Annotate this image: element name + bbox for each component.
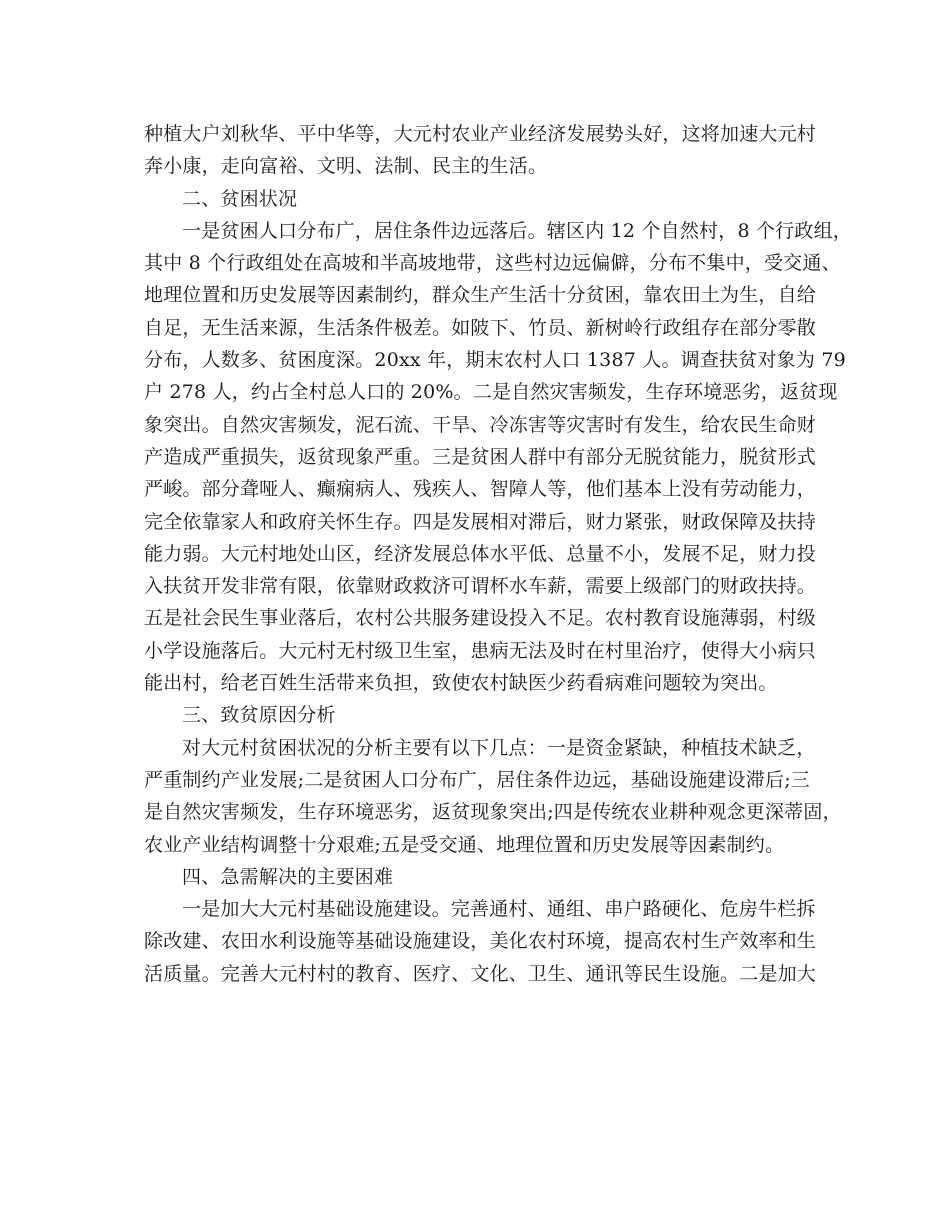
- document-body: [144, 118, 852, 990]
- text-line: 地理位置和历史发展等因素制约，群众生产生活十分贫困，靠农田土为生，自给: [144, 284, 817, 307]
- text-line: 种植大户刘秋华、平中华等，大元村农业产业经济发展势头好，这将加速大元村: [144, 123, 817, 145]
- text-line: 三、致贫原因分析: [182, 704, 336, 727]
- text-line: 户 278 人，约占全村总人口的 20%。二是自然灾害频发，生存环境恶劣，返贫现: [144, 381, 838, 404]
- text-line: 产造成严重损失，返贫现象严重。三是贫困人群中有部分无脱贫能力，脱贫形式: [144, 445, 817, 468]
- text-line: 小学设施落后。大元村无村级卫生室，患病无法及时在村里治疗，使得大小病只: [144, 639, 817, 662]
- text-line: 二、贫困状况: [182, 187, 298, 210]
- text-line: 五是社会民生事业落后，农村公共服务建设投入不足。农村教育设施薄弱，村级: [144, 607, 817, 630]
- text-line: 除改建、农田水利设施等基础设施建设，美化农村环境，提高农村生产效率和生: [144, 930, 817, 953]
- text-line: 象突出。自然灾害频发，泥石流、干旱、冷冻害等灾害时有发生，给农民生命财: [144, 413, 817, 436]
- text-line: 是自然灾害频发，生存环境恶劣，返贫现象突出;四是传统农业耕种观念更深蒂固，: [144, 801, 842, 824]
- text-line: 能力弱。大元村地处山区，经济发展总体水平低、总量不小，发展不足，财力投: [144, 542, 817, 565]
- text-line: 对大元村贫困状况的分析主要有以下几点：一是资金紧缺，种植技术缺乏，: [182, 736, 816, 759]
- text-line: 严重制约产业发展;二是贫困人口分布广，居住条件边远，基础设施建设滞后;三: [144, 768, 811, 791]
- text-line: 完全依靠家人和政府关怀生存。四是发展相对滞后，财力紧张，财政保障及扶持: [144, 510, 817, 533]
- text-line: 自足，无生活来源，生活条件极差。如陂下、竹员、新树岭行政组存在部分零散: [144, 316, 817, 339]
- text-line: 一是加大大元村基础设施建设。完善通村、通组、串户路硬化、危房牛栏拆: [182, 898, 816, 921]
- text-line: 入扶贫开发非常有限，依靠财政救济可谓杯水车薪，需要上级部门的财政扶持。: [144, 575, 817, 598]
- text-line: 能出村，给老百姓生活带来负担，致使农村缺医少药看病难问题较为突出。: [144, 672, 778, 695]
- text-line: 四、急需解决的主要困难: [182, 865, 394, 888]
- text-line: 农业产业结构调整十分艰难;五是受交通、地理位置和历史发展等因素制约。: [144, 833, 785, 856]
- text-line: 一是贫困人口分布广，居住条件边远落后。辖区内 12 个自然村，8 个行政组，: [182, 219, 852, 242]
- text-line: 分布，人数多、贫困度深。20xx 年，期末农村人口 1387 人。调查扶贫对象为 79: [144, 349, 846, 372]
- text-line: 其中 8 个行政组处在高坡和半高坡地带，这些村边远偏僻，分布不集中，受交通、: [144, 252, 841, 275]
- text-line: 活质量。完善大元村村的教育、医疗、文化、卫生、通讯等民生设施。二是加大: [144, 962, 817, 985]
- text-line: 奔小康，走向富裕、文明、法制、民主的生活。: [144, 155, 548, 178]
- text-line: 严峻。部分聋哑人、癫痫病人、残疾人、智障人等，他们基本上没有劳动能力，: [144, 478, 817, 501]
